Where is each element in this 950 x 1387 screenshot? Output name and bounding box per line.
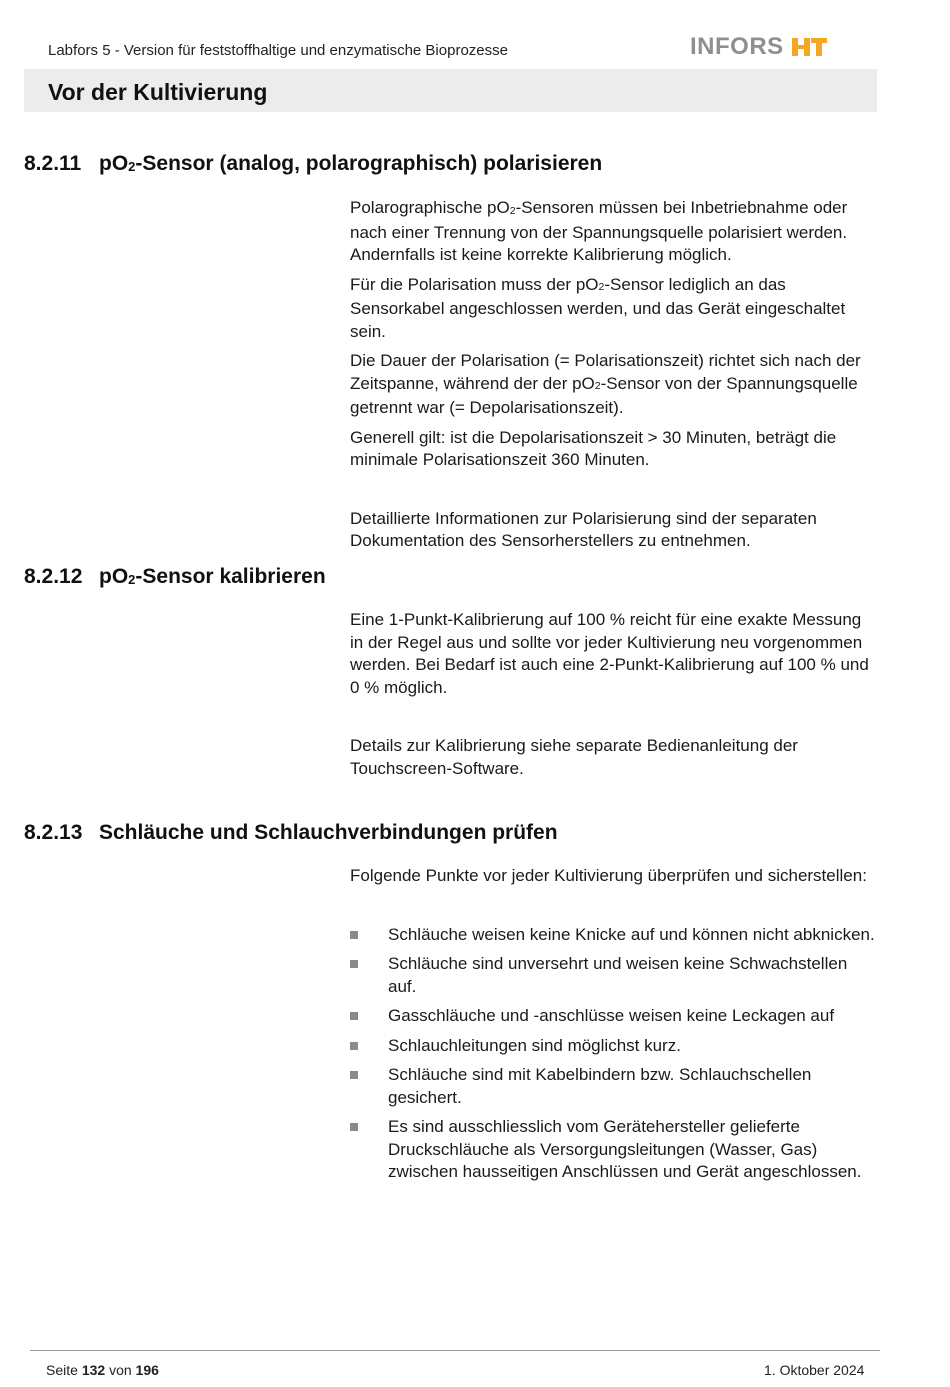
square-bullet-icon bbox=[350, 960, 358, 968]
list-item bbox=[350, 953, 878, 998]
square-bullet-icon bbox=[350, 931, 358, 939]
section-body-8-2-13 bbox=[350, 865, 878, 1184]
paragraph bbox=[350, 197, 878, 267]
section-title: Schläuche und Schlauchverbindungen prüfen bbox=[99, 821, 558, 844]
subscript: 2 bbox=[128, 571, 136, 587]
square-bullet-icon bbox=[350, 1042, 358, 1050]
chapter-bar bbox=[24, 69, 877, 112]
section-heading-8-2-12 bbox=[24, 565, 326, 589]
subscript: 2 bbox=[594, 380, 601, 393]
list-item-text: Schläuche weisen keine Knicke auf und können nicht abknicken. bbox=[388, 924, 875, 944]
logo-wordmark: INFORS bbox=[690, 33, 784, 60]
text-run: -Sensor lediglich an das Sensorkabel angeschlossen werden, und das Gerät eingeschaltet sein. bbox=[350, 274, 846, 341]
section-number: 8.2.12 bbox=[24, 565, 83, 588]
square-bullet-icon bbox=[350, 1123, 358, 1131]
text-run: Polarographische pO bbox=[350, 198, 510, 217]
page-total: 196 bbox=[135, 1362, 159, 1378]
subscript: 2 bbox=[509, 204, 516, 217]
text-run: -Sensor von der Spannungsquelle getrennt war (= Depolarisationszeit). bbox=[350, 373, 858, 417]
list-item bbox=[350, 1005, 878, 1028]
square-bullet-icon bbox=[350, 1071, 358, 1079]
list-item bbox=[350, 1116, 878, 1184]
section-number: 8.2.11 bbox=[24, 152, 82, 175]
section-title-prefix: pO bbox=[99, 152, 129, 175]
paragraph: Eine 1-Punkt-Kalibrierung auf 100 % reicht für eine exakte Messung in der Regel aus und sollte vor jeder Kultivierung neu vorgenommen werden. Bei Bedarf ist auch eine 2-Punkt-Kalibrierung auf 100 % und 0 % möglich. bbox=[350, 610, 869, 697]
list-item-text: Gasschläuche und -anschlüsse weisen keine Leckagen auf bbox=[388, 1006, 835, 1025]
section-heading-8-2-13 bbox=[24, 821, 558, 845]
list-item-text: Es sind ausschliesslich vom Gerätehersteller gelieferte Druckschläuche als Versorgungsleitungen (Wasser, Gas) zwischen hausseitigen Anschlüssen und Gerät angeschlossen. bbox=[388, 1117, 862, 1181]
paragraph: Generell gilt: ist die Depolarisationszeit > 30 Minuten, beträgt die minimale Polarisationszeit 360 Minuten. bbox=[350, 427, 837, 469]
list-item-text: Schläuche sind unversehrt und weisen keine Schwachstellen auf. bbox=[388, 954, 848, 996]
list-item-text: Schlauchleitungen sind möglichst kurz. bbox=[388, 1035, 681, 1055]
section-body-8-2-11 bbox=[350, 197, 878, 553]
paragraph: Folgende Punkte vor jeder Kultivierung überprüfen und sicherstellen: bbox=[350, 866, 867, 885]
section-heading-8-2-11 bbox=[24, 152, 602, 176]
subscript: 2 bbox=[598, 281, 605, 294]
document-title: Labfors 5 - Version für feststoffhaltige und enzymatische Bioprozesse bbox=[48, 42, 508, 59]
infors-logo bbox=[690, 33, 828, 61]
square-bullet-icon bbox=[350, 1012, 358, 1020]
page-number: 132 bbox=[81, 1362, 106, 1378]
checklist bbox=[350, 924, 878, 1184]
footer-divider bbox=[30, 1350, 880, 1351]
paragraph bbox=[350, 350, 878, 420]
list-item-text: Schläuche sind mit Kabelbindern bzw. Schlauchschellen gesichert. bbox=[388, 1065, 812, 1107]
subscript: 2 bbox=[128, 158, 136, 174]
text-run: Für die Polarisation muss der pO bbox=[350, 274, 599, 294]
page-mid: von bbox=[109, 1362, 132, 1378]
section-number: 8.2.13 bbox=[24, 821, 83, 844]
ht-logo-icon bbox=[790, 36, 828, 58]
paragraph: Details zur Kalibrierung siehe separate Bedienanleitung der Touchscreen-Software. bbox=[350, 736, 798, 778]
section-title-suffix: -Sensor (analog, polarographisch) polarisieren bbox=[135, 152, 603, 175]
paragraph bbox=[350, 274, 878, 344]
list-item bbox=[350, 1035, 878, 1058]
list-item bbox=[350, 924, 878, 947]
chapter-title: Vor der Kultivierung bbox=[48, 79, 268, 105]
section-title-prefix: pO bbox=[99, 565, 129, 588]
section-body-8-2-12 bbox=[350, 609, 878, 780]
page-prefix: Seite bbox=[46, 1362, 78, 1378]
text-run: Die Dauer der Polarisation (= Polarisationszeit) richtet sich nach der Zeitspanne, während der der pO bbox=[350, 351, 861, 393]
document-date: 1. Oktober 2024 bbox=[764, 1362, 865, 1378]
list-item bbox=[350, 1064, 878, 1109]
paragraph: Detaillierte Informationen zur Polarisierung sind der separaten Dokumentation des Sensorherstellers zu entnehmen. bbox=[350, 508, 817, 550]
section-title-suffix: -Sensor kalibrieren bbox=[135, 565, 326, 588]
page-indicator bbox=[46, 1362, 159, 1378]
text-run: -Sensoren müssen bei Inbetriebnahme oder nach einer Trennung von der Spannungsquelle polarisiert werden. Andernfalls ist keine korrekte Kalibrierung möglich. bbox=[350, 198, 848, 264]
